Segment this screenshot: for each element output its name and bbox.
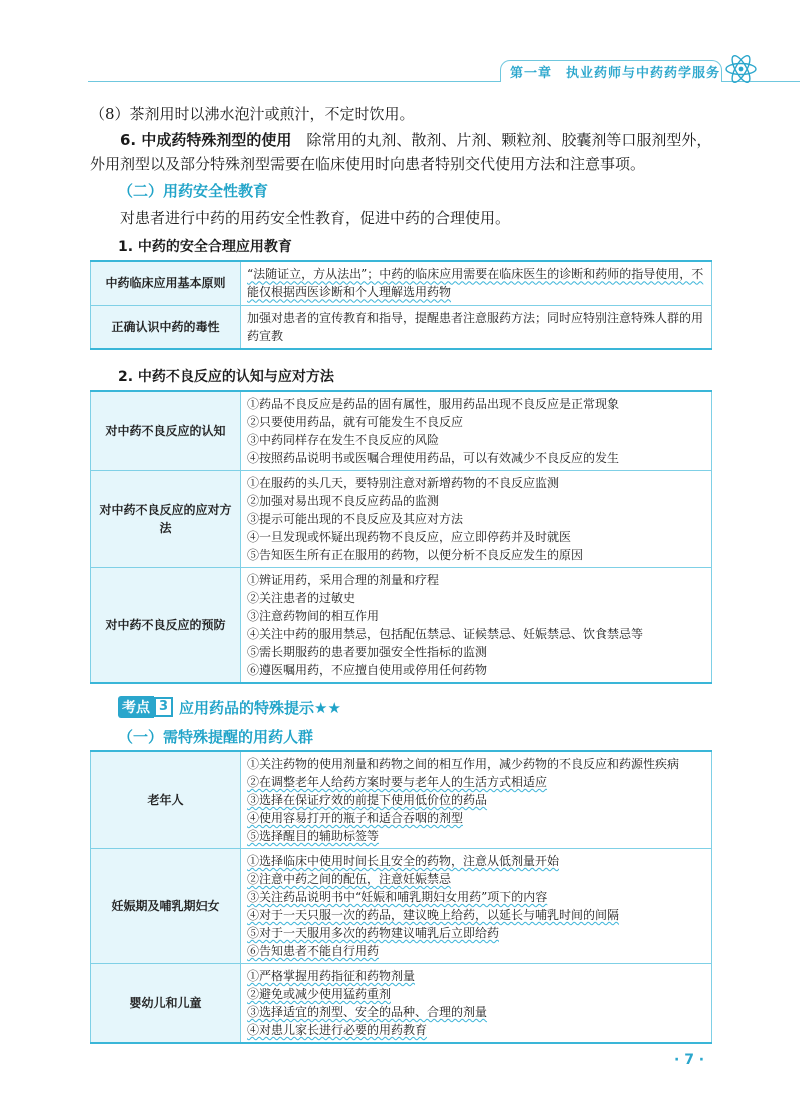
table-row [91,751,712,849]
adverse-reaction-table [90,390,712,684]
table-row [91,471,712,568]
key-point-title: 应用药品的特殊提示★★ [179,698,341,717]
list-item: ⑤告知医生所有正在服用的药物，以便分析不良反应发生的原因 [247,548,584,562]
list-item: ①药品不良反应是药品的固有属性，服用药品出现不良反应是正常现象 [247,397,620,411]
row-items [241,391,712,471]
table-row [91,261,712,305]
list-item: ④一旦发现或怀疑出现药物不良反应，应立即停药并及时就医 [247,530,572,544]
table-row [91,849,712,964]
row-label: 妊娠期及哺乳期妇女 [91,849,241,964]
list-item: ⑤对于一天服用多次的药物建议哺乳后立即给药 [247,926,500,940]
key-point-tag: 考点 [118,696,154,718]
key-point-heading [118,696,341,718]
paragraph-6-text: 除常用的丸剂、散剂、片剂、颗粒剂、胶囊剂等口服剂型外，外用剂型以及部分特殊剂型需要在临床使用时向患者特别交代使用方法和注意事项。 [90,131,712,173]
section-3-title: （一）需特殊提醒的用药人群 [118,728,314,746]
row-items [241,471,712,568]
row-label: 中药临床应用基本原则 [91,261,241,305]
list-item: ③关注药品说明书中“妊娠和哺乳期妇女用药”项下的内容 [247,890,548,904]
list-item: ⑤需长期服药的患者要加强安全性指标的监测 [247,645,488,659]
section-2-title: （二）用药安全性教育 [118,182,269,200]
row-label: 对中药不良反应的应对方法 [91,471,241,568]
row-label: 正确认识中药的毒性 [91,305,241,349]
list-item: ⑤选择醒目的辅助标签等 [247,829,380,843]
row-label: 对中药不良反应的预防 [91,568,241,684]
table-row [91,568,712,684]
list-item: ④按照药品说明书或医嘱合理使用药品，可以有效减少不良反应的发生 [247,451,620,465]
list-item: ②加强对易出现不良反应药品的监测 [247,494,440,508]
list-item: ①辨证用药，采用合理的剂量和疗程 [247,573,440,587]
list-item: ④使用容易打开的瓶子和适合吞咽的剂型 [247,811,464,825]
safety-education-table [90,260,712,350]
paragraph-8: （8）茶剂用时以沸水泡汁或煎汁，不定时饮用。 [90,105,415,123]
chapter-title: 第一章 执业药师与中药药学服务 [510,66,721,81]
subsection-1-title: 1. 中药的安全合理应用教育 [118,239,292,255]
list-item: ①严格掌握用药指征和药物剂量 [247,969,416,983]
paragraph-6 [90,128,712,176]
list-item: ②只要使用药品，就有可能发生不良反应 [247,415,464,429]
key-point-number: 3 [154,697,173,717]
table-row [91,391,712,471]
paragraph-6-title: 6. 中成药特殊剂型的使用 [120,131,292,149]
section-2-intro: 对患者进行中药的用药安全性教育，促进中药的合理使用。 [120,209,511,227]
list-item: ②避免或减少使用猛药重剂 [247,987,392,1001]
list-item: ③选择适宜的剂型、安全的品种、合理的剂量 [247,1005,488,1019]
list-item: ④关注中药的服用禁忌，包括配伍禁忌、证候禁忌、妊娠禁忌、饮食禁忌等 [247,627,644,641]
row-text: “法随证立，方从法出”；中药的临床应用需要在临床医生的诊断和药师的指导使用，不能仅根据西医诊断和个人理解选用药物 [241,261,712,305]
table-row [91,964,712,1044]
list-item: ③注意药物间的相互作用 [247,609,380,623]
list-item: ④对患儿家长进行必要的用药教育 [247,1023,428,1037]
list-item: ②关注患者的过敏史 [247,591,356,605]
list-item: ②注意中药之间的配伍，注意妊娠禁忌 [247,872,452,886]
row-items [241,751,712,849]
list-item: ②在调整老年人给药方案时要与老年人的生活方式相适应 [247,775,548,789]
page-number: · 7 · [674,1052,705,1068]
list-item: ③中药同样存在发生不良反应的风险 [247,433,440,447]
list-item: ⑥遵医嘱用药，不应擅自使用或停用任何药物 [247,663,488,677]
row-items [241,568,712,684]
list-item: ⑥告知患者不能自行用药 [247,944,380,958]
table-row [91,305,712,349]
row-label: 对中药不良反应的认知 [91,391,241,471]
row-items [241,964,712,1044]
atom-icon [724,52,758,86]
list-item: ③选择在保证疗效的前提下使用低价位的药品 [247,793,488,807]
row-label: 老年人 [91,751,241,849]
row-label: 婴幼儿和儿童 [91,964,241,1044]
subsection-2-title: 2. 中药不良反应的认知与应对方法 [118,369,334,385]
list-item: ④对于一天只服一次的药品，建议晚上给药，以延长与哺乳时间的间隔 [247,908,620,922]
list-item: ①关注药物的使用剂量和药物之间的相互作用，减少药物的不良反应和药源性疾病 [247,757,680,771]
list-item: ①在服药的头几天，要特别注意对新增药物的不良反应监测 [247,476,560,490]
row-text: 加强对患者的宣传教育和指导，提醒患者注意服药方法；同时应特别注意特殊人群的用药宣教 [241,305,712,349]
row-items [241,849,712,964]
list-item: ①选择临床中使用时间长且安全的药物，注意从低剂量开始 [247,854,560,868]
list-item: ③提示可能出现的不良反应及其应对方法 [247,512,464,526]
special-population-table [90,750,712,1044]
